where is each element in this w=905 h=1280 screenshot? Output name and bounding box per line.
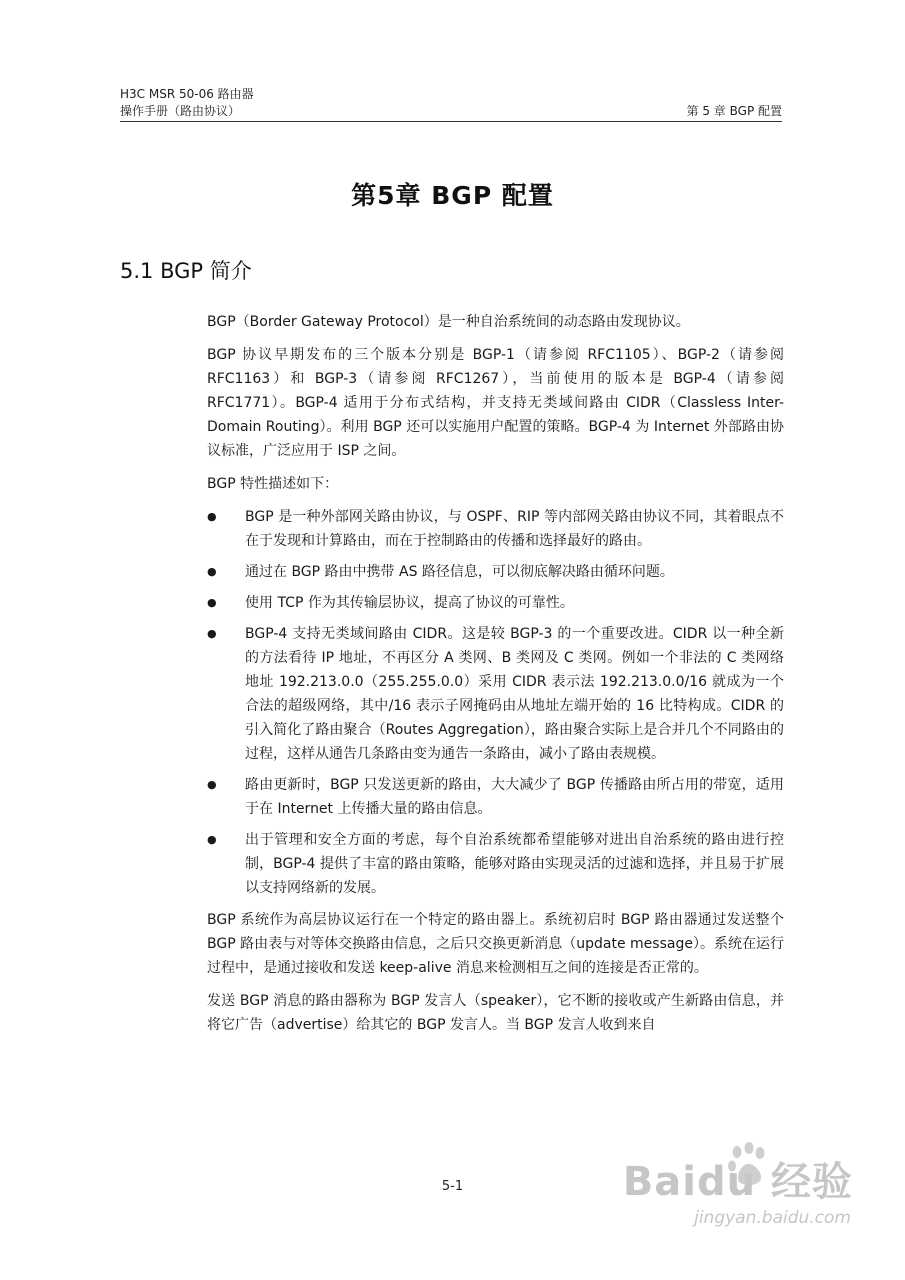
bullet-icon: ● [207,510,217,523]
list-item-text: BGP 是一种外部网关路由协议，与 OSPF、RIP 等内部网关路由协议不同，其着眼点不在于发现和计算路由，而在于控制路由的传播和选择最好的路由。 [245,509,784,549]
paragraph-versions: BGP 协议早期发布的三个版本分别是 BGP-1（请参阅 RFC1105）、BGP-2（请参阅 RFC1163）和 BGP-3（请参阅 RFC1267），当前使用的版本是 BGP-4（请参阅 RFC1771）。BGP-4 适用于分布式结构，并支持无类域间路由 CIDR（Classless Inter-Domain Routing）。利用 BGP 还可以实施用户配置的策略。BGP-4 为 Internet 外部路由协议标准，广泛应用于 ISP 之间。 [207,347,784,459]
body-text [207,310,784,1046]
list-item [207,591,784,615]
header-product-name: H3C MSR 50-06 路由器 [120,87,254,101]
section-heading: 5.1 BGP 简介 [120,259,252,283]
paragraph-speaker: 发送 BGP 消息的路由器称为 BGP 发言人（speaker），它不断的接收或产生新路由信息，并将它广告（advertise）给其它的 BGP 发言人。当 BGP 发言人收到来自 [207,993,784,1033]
bullet-icon: ● [207,596,217,609]
list-item [207,773,784,821]
list-item-text: 使用 TCP 作为其传输层协议，提高了协议的可靠性。 [245,595,574,611]
watermark-url: jingyan.baidu.com [694,1208,851,1228]
list-item-text: 出于管理和安全方面的考虑，每个自治系统都希望能够对进出自治系统的路由进行控制，BGP-4 提供了丰富的路由策略，能够对路由实现灵活的过滤和选择，并且易于扩展以支持网络新的发展。 [245,832,784,896]
watermark-logo: Baidu 经验 [622,1159,853,1205]
list-item-text: 通过在 BGP 路由中携带 AS 路径信息，可以彻底解决路由循环问题。 [245,564,674,580]
bullet-icon: ● [207,627,217,640]
paragraph-features-lead: BGP 特性描述如下： [207,476,339,492]
paragraph-intro: BGP（Border Gateway Protocol）是一种自治系统间的动态路由发现协议。 [207,314,690,330]
list-item [207,622,784,766]
header-divider [120,121,782,122]
list-item-text: 路由更新时，BGP 只发送更新的路由，大大减少了 BGP 传播路由所占用的带宽，适用于在 Internet 上传播大量的路由信息。 [245,777,784,817]
paragraph-operation: BGP 系统作为高层协议运行在一个特定的路由器上。系统初启时 BGP 路由器通过发送整个 BGP 路由表与对等体交换路由信息，之后只交换更新消息（update message）。系统在运行过程中，是通过接收和发送 keep-alive 消息来检测相互之间的连接是否正常的。 [207,912,784,976]
list-item-text: BGP-4 支持无类域间路由 CIDR。这是较 BGP-3 的一个重要改进。CIDR 以一种全新的方法看待 IP 地址，不再区分 A 类网、B 类网及 C 类网。例如一个非法的 C 类网络地址 192.213.0.0（255.255.0.0）采用 CIDR 表示法 192.213.0.0/16 就成为一个合法的超级网络，其中/16 表示子网掩码由从地址左端开始的 16 比特构成。CIDR 的引入简化了路由聚合（Routes Aggregation），路由聚合实际上是合并几个不同路由的过程，这样从通告几条路由变为通告一条路由，减小了路由表规模。 [245,626,784,762]
bullet-icon: ● [207,833,217,846]
header-manual-name: 操作手册（路由协议） [120,104,241,118]
running-header-right: 第 5 章 BGP 配置 [686,104,782,118]
baidu-jingyan-watermark [622,1142,853,1252]
chapter-title: 第5章 BGP 配置 [351,181,554,210]
bullet-icon: ● [207,565,217,578]
running-header-left [120,86,254,120]
feature-list [207,505,784,900]
bullet-icon: ● [207,778,217,791]
list-item [207,560,784,584]
page-number: 5-1 [441,1179,464,1194]
list-item [207,828,784,900]
list-item [207,505,784,553]
